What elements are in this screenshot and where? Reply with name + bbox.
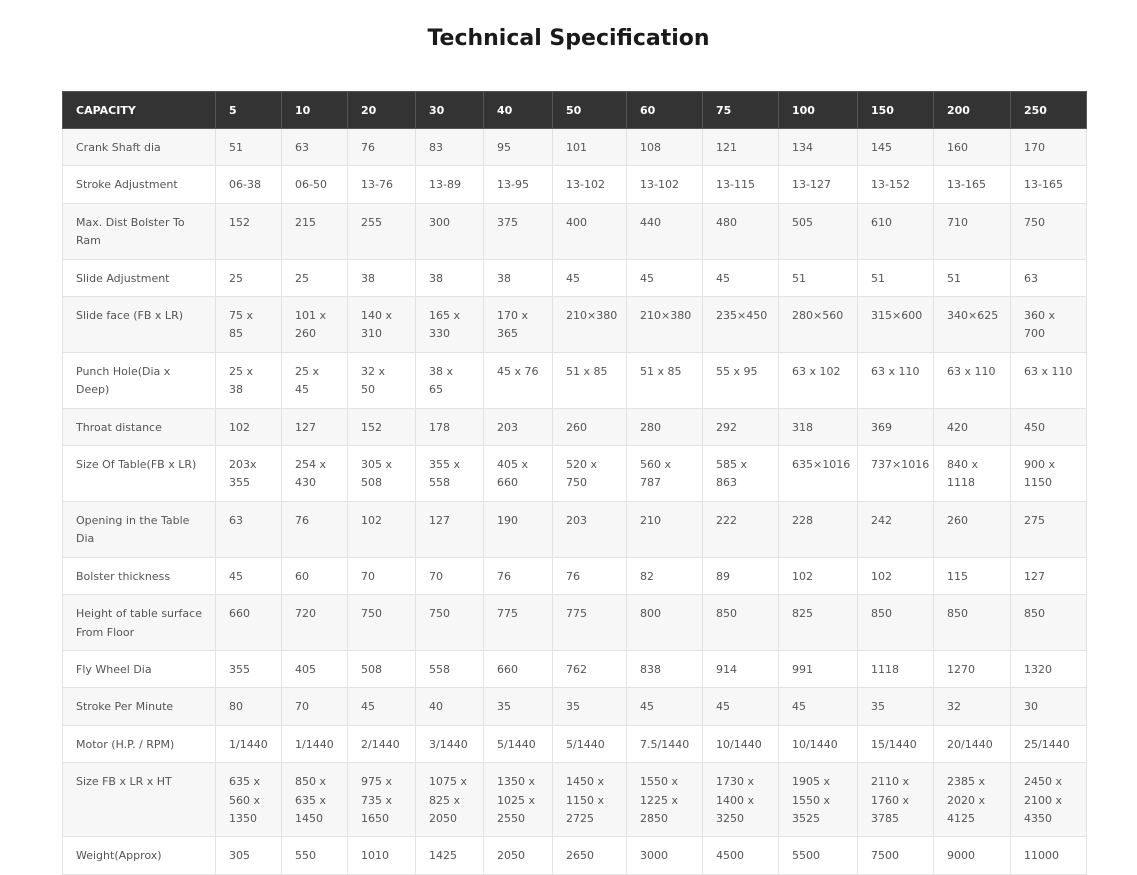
table-cell: 134: [779, 129, 858, 166]
table-cell: 315×600: [858, 297, 934, 353]
table-cell: 115: [934, 557, 1011, 594]
table-cell: 900 x 1150: [1011, 446, 1087, 502]
table-cell: 170 x 365: [484, 297, 553, 353]
table-cell: 635×1016: [779, 446, 858, 502]
column-header-capacity-10: 10: [282, 92, 348, 129]
row-label: Weight(Approx): [63, 837, 216, 874]
table-cell: 5/1440: [484, 725, 553, 762]
table-cell: 06-38: [216, 166, 282, 203]
table-cell: 45 x 76: [484, 352, 553, 408]
table-cell: 850: [703, 595, 779, 651]
table-cell: 710: [934, 203, 1011, 259]
table-cell: 825: [779, 595, 858, 651]
table-cell: 63: [282, 129, 348, 166]
table-cell: 13-89: [416, 166, 484, 203]
table-cell: 13-115: [703, 166, 779, 203]
table-row: [63, 557, 1087, 594]
table-cell: 1425: [416, 837, 484, 874]
table-cell: 318: [779, 408, 858, 445]
table-cell: 13-76: [348, 166, 416, 203]
table-cell: 2650: [553, 837, 627, 874]
table-cell: 13-102: [553, 166, 627, 203]
table-cell: 152: [216, 203, 282, 259]
row-label: Crank Shaft dia: [63, 129, 216, 166]
table-cell: 35: [553, 688, 627, 725]
table-cell: 190: [484, 501, 553, 557]
table-cell: 405: [282, 650, 348, 687]
table-cell: 2110 x 1760 x 3785: [858, 763, 934, 837]
table-row: [63, 763, 1087, 837]
table-cell: 1/1440: [216, 725, 282, 762]
table-cell: 38: [348, 259, 416, 296]
table-cell: 25 x 45: [282, 352, 348, 408]
table-cell: 76: [484, 557, 553, 594]
table-cell: 51 x 85: [553, 352, 627, 408]
table-cell: 10/1440: [703, 725, 779, 762]
column-header-capacity: CAPACITY: [63, 92, 216, 129]
table-cell: 3/1440: [416, 725, 484, 762]
row-label: Slide face (FB x LR): [63, 297, 216, 353]
table-cell: 101: [553, 129, 627, 166]
table-cell: 991: [779, 650, 858, 687]
table-cell: 32 x 50: [348, 352, 416, 408]
table-cell: 60: [282, 557, 348, 594]
table-cell: 102: [216, 408, 282, 445]
table-cell: 35: [484, 688, 553, 725]
table-row: [63, 129, 1087, 166]
table-cell: 63 x 110: [1011, 352, 1087, 408]
table-cell: 25: [282, 259, 348, 296]
row-label: Motor (H.P. / RPM): [63, 725, 216, 762]
table-cell: 13-127: [779, 166, 858, 203]
table-cell: 440: [627, 203, 703, 259]
table-cell: 737×1016: [858, 446, 934, 502]
table-cell: 975 x 735 x 1650: [348, 763, 416, 837]
table-cell: 5/1440: [553, 725, 627, 762]
table-cell: 76: [348, 129, 416, 166]
table-cell: 25 x 38: [216, 352, 282, 408]
table-cell: 1118: [858, 650, 934, 687]
table-cell: 305 x 508: [348, 446, 416, 502]
row-label: Slide Adjustment: [63, 259, 216, 296]
table-cell: 13-95: [484, 166, 553, 203]
table-cell: 102: [348, 501, 416, 557]
table-cell: 45: [779, 688, 858, 725]
table-cell: 203x 355: [216, 446, 282, 502]
table-cell: 405 x 660: [484, 446, 553, 502]
table-cell: 750: [416, 595, 484, 651]
page-title: Technical Specification: [427, 26, 710, 51]
table-cell: 63: [1011, 259, 1087, 296]
column-header-capacity-150: 150: [858, 92, 934, 129]
table-cell: 108: [627, 129, 703, 166]
row-label: Max. Dist Bolster To Ram: [63, 203, 216, 259]
table-cell: 45: [627, 259, 703, 296]
table-cell: 375: [484, 203, 553, 259]
table-row: [63, 203, 1087, 259]
table-cell: 260: [934, 501, 1011, 557]
table-cell: 222: [703, 501, 779, 557]
table-cell: 850: [1011, 595, 1087, 651]
column-header-capacity-200: 200: [934, 92, 1011, 129]
table-cell: 145: [858, 129, 934, 166]
table-cell: 840 x 1118: [934, 446, 1011, 502]
table-cell: 63 x 110: [858, 352, 934, 408]
table-cell: 1075 x 825 x 2050: [416, 763, 484, 837]
table-cell: 340×625: [934, 297, 1011, 353]
table-cell: 1350 x 1025 x 2550: [484, 763, 553, 837]
table-row: [63, 408, 1087, 445]
table-cell: 558: [416, 650, 484, 687]
row-label: Bolster thickness: [63, 557, 216, 594]
table-cell: 360 x 700: [1011, 297, 1087, 353]
table-cell: 775: [484, 595, 553, 651]
table-cell: 140 x 310: [348, 297, 416, 353]
table-cell: 7500: [858, 837, 934, 874]
table-cell: 228: [779, 501, 858, 557]
table-cell: 13-165: [1011, 166, 1087, 203]
table-cell: 480: [703, 203, 779, 259]
column-header-capacity-50: 50: [553, 92, 627, 129]
table-cell: 63 x 110: [934, 352, 1011, 408]
table-cell: 800: [627, 595, 703, 651]
table-cell: 15/1440: [858, 725, 934, 762]
table-cell: 355 x 558: [416, 446, 484, 502]
table-cell: 10/1440: [779, 725, 858, 762]
table-cell: 305: [216, 837, 282, 874]
table-cell: 51 x 85: [627, 352, 703, 408]
column-header-capacity-20: 20: [348, 92, 416, 129]
table-cell: 1905 x 1550 x 3525: [779, 763, 858, 837]
table-cell: 76: [553, 557, 627, 594]
table-cell: 51: [216, 129, 282, 166]
table-cell: 762: [553, 650, 627, 687]
table-cell: 1450 x 1150 x 2725: [553, 763, 627, 837]
table-cell: 89: [703, 557, 779, 594]
table-cell: 63 x 102: [779, 352, 858, 408]
table-cell: 235×450: [703, 297, 779, 353]
table-cell: 45: [216, 557, 282, 594]
table-cell: 80: [216, 688, 282, 725]
table-cell: 38: [416, 259, 484, 296]
table-cell: 850: [934, 595, 1011, 651]
table-cell: 152: [348, 408, 416, 445]
table-cell: 45: [703, 688, 779, 725]
table-cell: 1320: [1011, 650, 1087, 687]
column-header-capacity-100: 100: [779, 92, 858, 129]
column-header-capacity-75: 75: [703, 92, 779, 129]
table-cell: 210×380: [553, 297, 627, 353]
table-cell: 750: [348, 595, 416, 651]
table-cell: 838: [627, 650, 703, 687]
table-cell: 45: [553, 259, 627, 296]
table-cell: 280: [627, 408, 703, 445]
table-row: [63, 352, 1087, 408]
table-cell: 1730 x 1400 x 3250: [703, 763, 779, 837]
column-header-capacity-40: 40: [484, 92, 553, 129]
row-label: Fly Wheel Dia: [63, 650, 216, 687]
table-cell: 850 x 635 x 1450: [282, 763, 348, 837]
table-cell: 178: [416, 408, 484, 445]
table-cell: 560 x 787: [627, 446, 703, 502]
table-cell: 280×560: [779, 297, 858, 353]
table-cell: 4500: [703, 837, 779, 874]
table-cell: 45: [627, 688, 703, 725]
table-cell: 32: [934, 688, 1011, 725]
table-cell: 260: [553, 408, 627, 445]
row-label: Height of table surface From Floor: [63, 595, 216, 651]
table-cell: 82: [627, 557, 703, 594]
row-label: Throat distance: [63, 408, 216, 445]
table-cell: 914: [703, 650, 779, 687]
table-cell: 242: [858, 501, 934, 557]
table-cell: 292: [703, 408, 779, 445]
table-cell: 63: [216, 501, 282, 557]
table-cell: 13-152: [858, 166, 934, 203]
column-header-capacity-250: 250: [1011, 92, 1087, 129]
table-row: [63, 688, 1087, 725]
table-cell: 9000: [934, 837, 1011, 874]
table-cell: 20/1440: [934, 725, 1011, 762]
row-label: Stroke Per Minute: [63, 688, 216, 725]
table-cell: 215: [282, 203, 348, 259]
table-cell: 369: [858, 408, 934, 445]
table-cell: 585 x 863: [703, 446, 779, 502]
table-cell: 70: [416, 557, 484, 594]
table-body: [63, 129, 1087, 875]
table-cell: 55 x 95: [703, 352, 779, 408]
table-cell: 40: [416, 688, 484, 725]
table-cell: 850: [858, 595, 934, 651]
table-cell: 45: [703, 259, 779, 296]
table-cell: 660: [484, 650, 553, 687]
row-label: Stroke Adjustment: [63, 166, 216, 203]
row-label: Size FB x LR x HT: [63, 763, 216, 837]
column-header-capacity-60: 60: [627, 92, 703, 129]
table-cell: 255: [348, 203, 416, 259]
header-row: [63, 92, 1087, 129]
table-cell: 30: [1011, 688, 1087, 725]
table-cell: 610: [858, 203, 934, 259]
table-cell: 1010: [348, 837, 416, 874]
table-cell: 70: [348, 557, 416, 594]
table-cell: 2450 x 2100 x 4350: [1011, 763, 1087, 837]
table-cell: 38: [484, 259, 553, 296]
table-cell: 505: [779, 203, 858, 259]
table-row: [63, 725, 1087, 762]
table-cell: 13-102: [627, 166, 703, 203]
table-row: [63, 166, 1087, 203]
table-cell: 750: [1011, 203, 1087, 259]
table-row: [63, 259, 1087, 296]
table-cell: 11000: [1011, 837, 1087, 874]
table-row: [63, 297, 1087, 353]
table-cell: 38 x 65: [416, 352, 484, 408]
table-cell: 35: [858, 688, 934, 725]
row-label: Opening in the Table Dia: [63, 501, 216, 557]
column-header-capacity-5: 5: [216, 92, 282, 129]
table-cell: 7.5/1440: [627, 725, 703, 762]
table-cell: 101 x 260: [282, 297, 348, 353]
table-cell: 127: [416, 501, 484, 557]
table-cell: 1270: [934, 650, 1011, 687]
table-cell: 275: [1011, 501, 1087, 557]
table-cell: 51: [858, 259, 934, 296]
table-cell: 355: [216, 650, 282, 687]
table-cell: 300: [416, 203, 484, 259]
table-cell: 83: [416, 129, 484, 166]
table-cell: 95: [484, 129, 553, 166]
table-cell: 45: [348, 688, 416, 725]
table-cell: 102: [858, 557, 934, 594]
table-row: [63, 650, 1087, 687]
table-cell: 170: [1011, 129, 1087, 166]
row-label: Punch Hole(Dia x Deep): [63, 352, 216, 408]
table-row: [63, 595, 1087, 651]
table-cell: 660: [216, 595, 282, 651]
table-cell: 400: [553, 203, 627, 259]
table-cell: 13-165: [934, 166, 1011, 203]
table-cell: 635 x 560 x 1350: [216, 763, 282, 837]
table-cell: 420: [934, 408, 1011, 445]
table-cell: 25: [216, 259, 282, 296]
table-cell: 450: [1011, 408, 1087, 445]
table-cell: 210: [627, 501, 703, 557]
table-cell: 775: [553, 595, 627, 651]
table-cell: 121: [703, 129, 779, 166]
table-cell: 203: [553, 501, 627, 557]
table-cell: 51: [934, 259, 1011, 296]
table-cell: 127: [1011, 557, 1087, 594]
table-cell: 102: [779, 557, 858, 594]
row-label: Size Of Table(FB x LR): [63, 446, 216, 502]
table-row: [63, 837, 1087, 874]
table-cell: 06-50: [282, 166, 348, 203]
table-cell: 254 x 430: [282, 446, 348, 502]
table-cell: 25/1440: [1011, 725, 1087, 762]
table-cell: 127: [282, 408, 348, 445]
table-cell: 165 x 330: [416, 297, 484, 353]
table-cell: 210×380: [627, 297, 703, 353]
table-cell: 3000: [627, 837, 703, 874]
table-cell: 508: [348, 650, 416, 687]
table-cell: 51: [779, 259, 858, 296]
table-cell: 2/1440: [348, 725, 416, 762]
table-cell: 160: [934, 129, 1011, 166]
table-row: [63, 501, 1087, 557]
table-cell: 1550 x 1225 x 2850: [627, 763, 703, 837]
table-cell: 720: [282, 595, 348, 651]
table-cell: 1/1440: [282, 725, 348, 762]
table-row: [63, 446, 1087, 502]
table-cell: 520 x 750: [553, 446, 627, 502]
table-cell: 70: [282, 688, 348, 725]
table-cell: 203: [484, 408, 553, 445]
table-cell: 2385 x 2020 x 4125: [934, 763, 1011, 837]
table-cell: 2050: [484, 837, 553, 874]
table-cell: 5500: [779, 837, 858, 874]
table-cell: 76: [282, 501, 348, 557]
spec-table: [62, 91, 1087, 875]
column-header-capacity-30: 30: [416, 92, 484, 129]
table-cell: 550: [282, 837, 348, 874]
table-cell: 75 x 85: [216, 297, 282, 353]
